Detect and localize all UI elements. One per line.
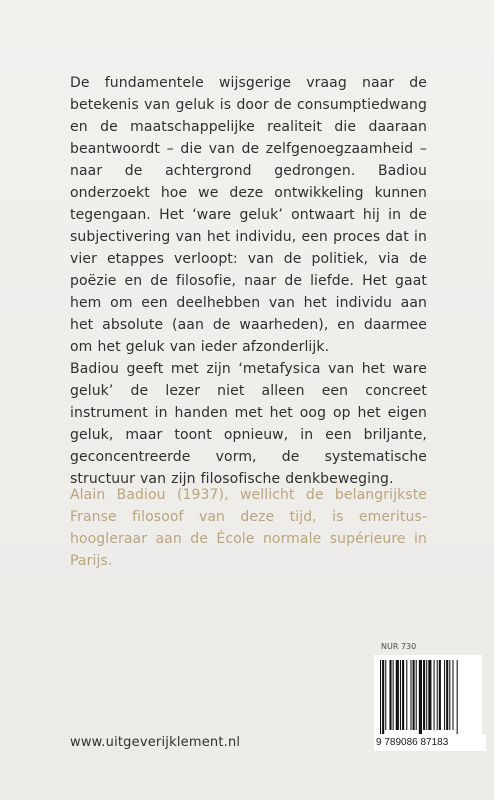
barcode-bar	[419, 660, 422, 734]
barcode-bar	[423, 660, 425, 730]
blurb-text	[70, 72, 427, 490]
publisher-website: www.uitgeverijklement.nl	[70, 735, 241, 750]
barcode-bar	[393, 660, 394, 730]
barcode-bar	[434, 660, 435, 730]
barcode-bar	[406, 660, 407, 730]
barcode-bar	[428, 660, 431, 730]
barcode-bar	[444, 660, 445, 730]
barcode-bar	[426, 660, 427, 730]
barcode-bar	[396, 660, 399, 730]
barcode-bar	[439, 660, 441, 730]
barcode-bar	[437, 660, 438, 730]
barcode-bar	[380, 660, 381, 734]
barcode-bar	[449, 660, 450, 730]
barcode-bar	[446, 660, 448, 730]
isbn-digits: 9 789086 87183	[374, 735, 486, 751]
barcode-bar	[452, 660, 453, 730]
nur-code: NUR 730	[381, 642, 417, 651]
barcode-bar	[416, 660, 417, 730]
barcode-bar	[402, 660, 404, 730]
barcode-bar	[410, 660, 411, 730]
barcode-bar	[385, 660, 386, 730]
barcode-icon	[380, 660, 480, 734]
barcode-bar	[413, 660, 415, 730]
author-bio: Alain Badiou (1937), wellicht de belangrijkste Franse filosoof van deze tijd, is emeritus-hoogleraar aan de École normale supérieure in Parijs.	[70, 487, 427, 569]
barcode-bar	[389, 660, 391, 730]
barcode-bar	[457, 660, 458, 734]
blurb-paragraph-2: Badiou geeft met zijn ‘metafysica van het ware geluk’ de lezer niet alleen een concreet instrument in handen met het oog op het eigen geluk, maar toont opnieuw, in een briljante, geconcentreerde vorm, de systematische structuur van zijn filosofische denkbeweging.	[70, 361, 427, 487]
barcode-bar	[382, 660, 384, 734]
barcode-bar	[400, 660, 401, 730]
blurb-paragraph-1: De fundamentele wijsgerige vraag naar de betekenis van geluk is door de consumptiedwang en de maatschappelijke realiteit die daaraan beantwoordt – die van de zelfgenoegzaamheid – naar de achtergrond gedrongen. Badiou onderzoekt hoe we deze ontwikkeling kunnen tegengaan. Het ‘ware geluk’ ontwaart hij in de subjectivering van het individu, een proces dat in vier etappes verloopt: van de politiek, via de poëzie en de filosofie, naar de liefde. Het gaat hem om een deelhebben van het individu aan het absolute (aan de waarheden), en daarmee om het geluk van ieder afzonderlijk.	[70, 75, 427, 355]
